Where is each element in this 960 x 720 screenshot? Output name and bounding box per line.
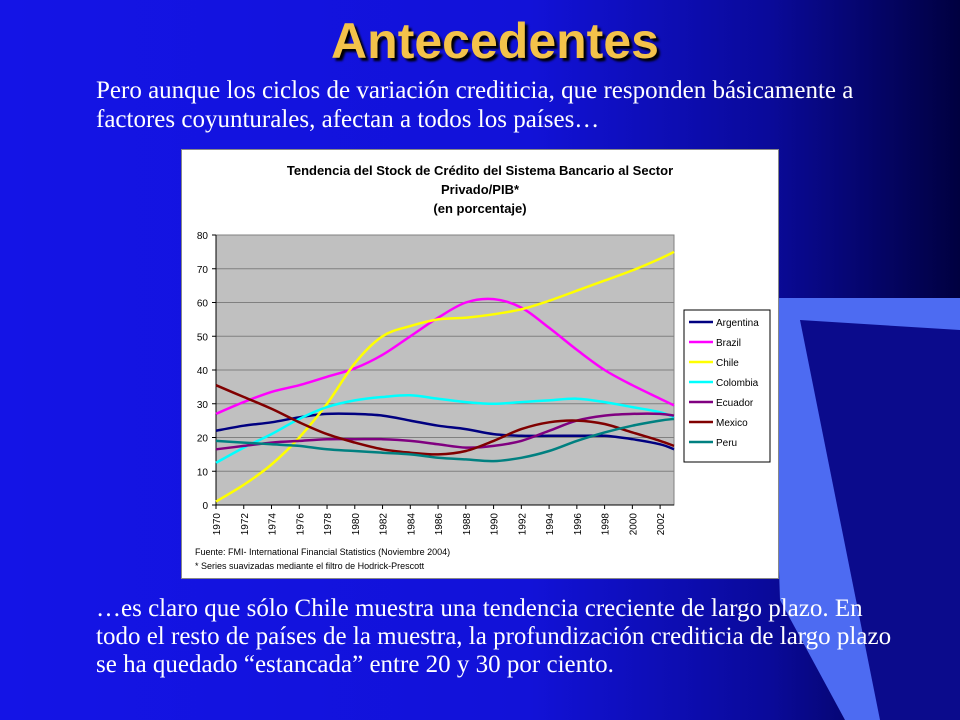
chart-title-line-1: Tendencia del Stock de Crédito del Sistema Bancario al Sector bbox=[286, 163, 674, 178]
chart-title bbox=[287, 163, 673, 216]
x-tick-label: 1972 bbox=[239, 513, 251, 536]
y-tick-label: 10 bbox=[196, 467, 208, 479]
x-tick-label: 2000 bbox=[628, 513, 640, 536]
chart-source-note: Fuente: FMI- International Financial Statistics (Noviembre 2004) bbox=[195, 547, 451, 557]
x-tick-label: 1988 bbox=[461, 513, 473, 536]
x-tick-label: 2002 bbox=[656, 513, 668, 536]
legend-label: Chile bbox=[716, 358, 739, 369]
x-tick-label: 1996 bbox=[572, 513, 584, 536]
x-tick-label: 1992 bbox=[517, 513, 529, 536]
x-tick-label: 1986 bbox=[434, 513, 446, 536]
legend-label: Ecuador bbox=[716, 398, 754, 409]
chart-svg bbox=[182, 150, 778, 578]
outro-text: …es claro que sólo Chile muestra una tendencia creciente de largo plazo. En todo el resto de países de la muestra, la profundización crediticia de largo plazo se ha quedado “estancada” entre 20 y 30 por ciento. bbox=[96, 595, 892, 678]
legend bbox=[684, 310, 770, 462]
x-tick-label: 1970 bbox=[212, 513, 223, 536]
x-tick-label: 1976 bbox=[295, 513, 307, 536]
x-tick-label: 1998 bbox=[600, 513, 612, 536]
x-tick-label: 1990 bbox=[489, 513, 501, 536]
y-tick-label: 0 bbox=[202, 501, 208, 512]
chart-smoothing-note: * Series suavizadas mediante el filtro de Hodrick-Prescott bbox=[195, 561, 425, 571]
legend-label: Argentina bbox=[716, 318, 759, 329]
chart-title-line-3: (en porcentaje) bbox=[433, 201, 527, 216]
legend-label: Colombia bbox=[716, 378, 759, 389]
y-tick-label: 70 bbox=[196, 264, 208, 276]
x-tick-label: 1984 bbox=[406, 513, 418, 536]
chart-title-line-2: Privado/PIB* bbox=[440, 182, 520, 197]
x-tick-label: 1982 bbox=[378, 513, 390, 536]
legend-label: Peru bbox=[716, 438, 738, 449]
slide-title: Antecedentes bbox=[331, 13, 659, 69]
x-tick-label: 1980 bbox=[350, 513, 362, 536]
legend-label: Mexico bbox=[716, 418, 748, 429]
x-tick-label: 1978 bbox=[323, 513, 335, 536]
y-tick-label: 20 bbox=[196, 433, 208, 445]
y-tick-label: 50 bbox=[196, 332, 208, 344]
y-tick-label: 40 bbox=[196, 366, 208, 377]
legend-label: Brazil bbox=[716, 338, 742, 349]
x-tick-label: 1994 bbox=[545, 513, 557, 536]
y-tick-label: 60 bbox=[196, 298, 208, 310]
intro-text: Pero aunque los ciclos de variación crediticia, que responden básicamente a factores coyunturales, afectan a todos los países… bbox=[96, 77, 854, 133]
credit-trend-chart bbox=[181, 149, 779, 579]
x-axis bbox=[212, 505, 674, 535]
x-tick-label: 1974 bbox=[267, 513, 279, 536]
y-tick-label: 30 bbox=[196, 399, 208, 411]
y-tick-label: 80 bbox=[196, 231, 208, 242]
y-axis bbox=[197, 231, 216, 512]
